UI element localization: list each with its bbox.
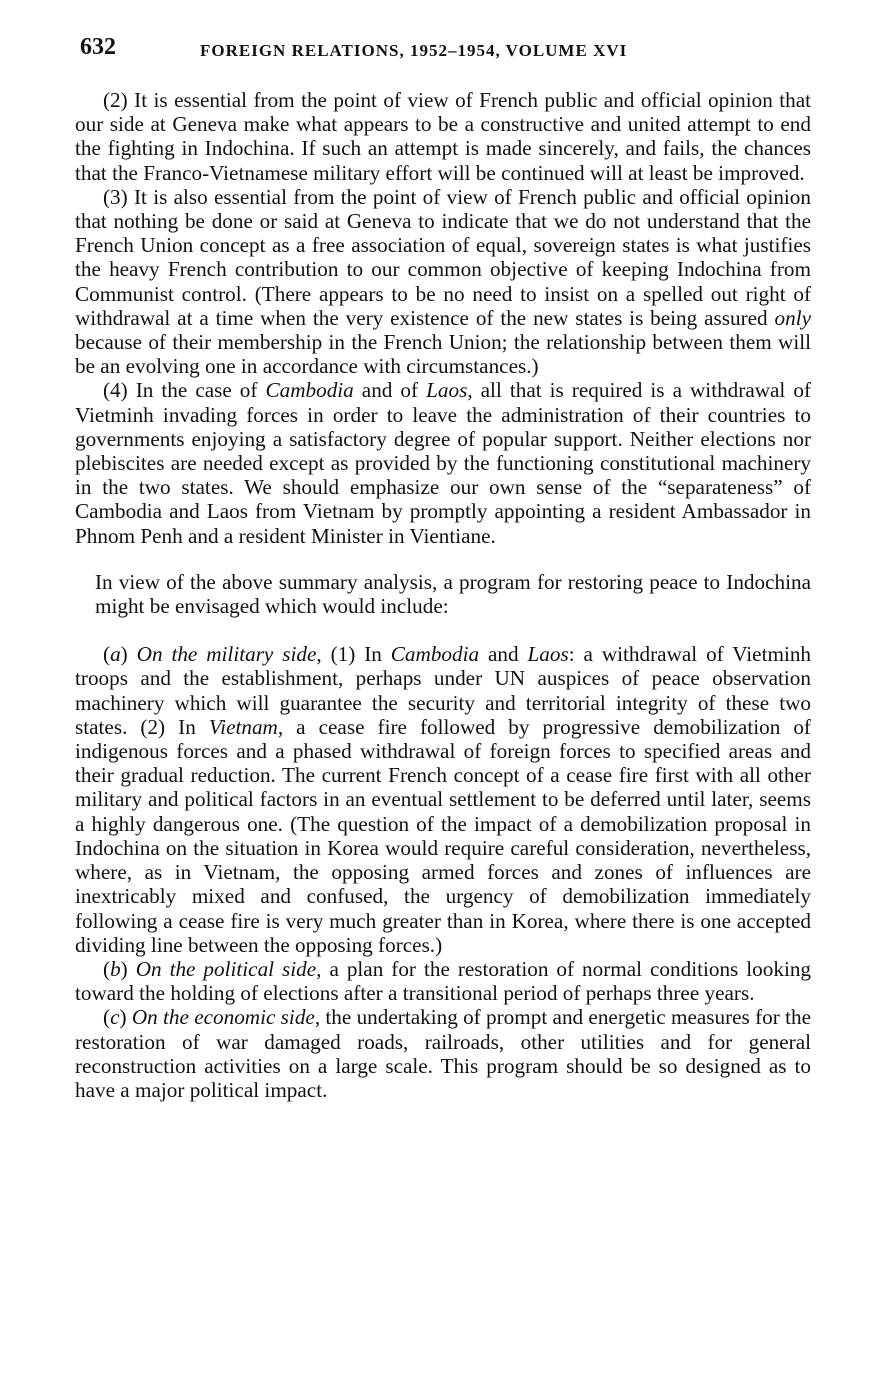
program-item-b: [75, 957, 811, 1005]
item-b-label: b: [110, 956, 121, 981]
paragraph-3: [75, 185, 811, 379]
item-a-text-3: : a withdrawal of Vietminh troops and the establishment, perhaps under UN auspices of peace observation machinery which will guarantee the security and territorial integrity of these two states. (2) In: [75, 642, 812, 739]
item-b-heading: On the political side: [135, 956, 317, 981]
emphasis-laos: Laos: [426, 378, 468, 403]
summary-paragraph: [95, 570, 811, 618]
page-header: [80, 34, 800, 68]
item-c-text: , the undertaking of prompt and energetic measures for the restoration of war damaged roads, railroads, other utilities and for general reconstruction activities on a large scale. This program should be so designed as to have a major political impact.: [75, 1005, 811, 1102]
paragraph-2: [75, 88, 811, 185]
item-a-text-2: and: [479, 642, 528, 667]
paragraph-3-text-1: (3) It is also essential from the point of view of French public and official opinion that nothing be done or said at Geneva to indicate that we do not understand that the French Union concept as a free association of equal, sovereign states is what justifies the heavy French contribution to our common objective of keeping Indochina from Communist control. (There appears to be no need to insist on a spelled out right of withdrawal at a time when the very existence of the new states is being assured: [75, 184, 811, 330]
emphasis-cambodia: Cambodia: [265, 378, 354, 403]
item-a-label-open: (: [103, 642, 111, 667]
item-c-heading: On the economic side: [131, 1005, 315, 1030]
item-a-vietnam: Vietnam: [208, 714, 278, 739]
item-b-label-open: (: [103, 956, 111, 981]
paragraph-3-text-2: because of their membership in the French Union; the relationship between them will be an evolving one in accordance with circumstances.): [75, 330, 811, 379]
item-a-heading: On the military side: [136, 642, 317, 667]
item-a-label-close: ): [120, 642, 137, 667]
item-b-label-close: ): [120, 956, 136, 981]
item-c-label-close: ): [119, 1005, 132, 1030]
paragraph-4-text-1: (4) In the case of: [103, 378, 266, 403]
program-item-c: [75, 1005, 811, 1102]
running-head: FOREIGN RELATIONS, 1952–1954, VOLUME XVI: [200, 41, 628, 60]
paragraph-4: [75, 378, 811, 547]
page-number: 632: [80, 34, 116, 60]
emphasis-only: only: [774, 305, 811, 330]
item-b-text: , a plan for the restoration of normal conditions looking toward the holding of elections after a transitional period of perhaps three years.: [75, 956, 812, 1006]
item-c-label: c: [110, 1005, 120, 1030]
item-a-laos: Laos: [527, 642, 569, 667]
paragraph-2-text: (2) It is essential from the point of view of French public and official opinion that our side at Geneva make what appears to be a constructive and united attempt to end the fighting in Indochina. If such an attempt is made sincerely, and fails, the chances that the Franco-Vietnamese military effort will be continued will at least be improved.: [75, 88, 811, 185]
item-a-text-4: , a cease fire followed by progressive demobilization of indigenous forces and a phased withdrawal of foreign forces to specified areas and their gradual reduction. The current French concept of a cease fire first with all other military and political factors in an eventual settlement to be deferred until later, seems a highly dangerous one. (The question of the impact of a demobilization proposal in Indochina on the situation in Korea would require careful consideration, nevertheless, where, as in Vietnam, the opposing armed forces and zones of influences are inextricably mixed and confused, the urgency of demobilization immediately following a cease fire is very much greater than in Korea, where there is one accepted dividing line between the opposing forces.): [75, 714, 811, 957]
body-text: [75, 88, 811, 1102]
item-a-cambodia: Cambodia: [390, 642, 480, 667]
item-a-label: a: [110, 642, 121, 667]
paragraph-4-text-2: and of: [353, 378, 427, 403]
summary-text: In view of the above summary analysis, a program for restoring peace to Indochina might be envisaged which would include:: [95, 569, 811, 619]
item-c-label-open: (: [103, 1005, 111, 1030]
paragraph-4-text-3: , all that is required is a withdrawal of Vietminh invading forces in order to leave the administration of their countries to governments enjoying a satisfactory degree of popular support. Neither elections nor plebiscites are needed except as provided by the functioning constitutional machinery in the two states. We should emphasize our own sense of the “separateness” of Cambodia and Laos from Vietnam by promptly appointing a resident Ambassador in Phnom Penh and a resident Minister in Vientiane.: [75, 378, 811, 548]
program-item-a: [75, 642, 811, 957]
item-a-text-1: , (1) In: [316, 642, 391, 667]
